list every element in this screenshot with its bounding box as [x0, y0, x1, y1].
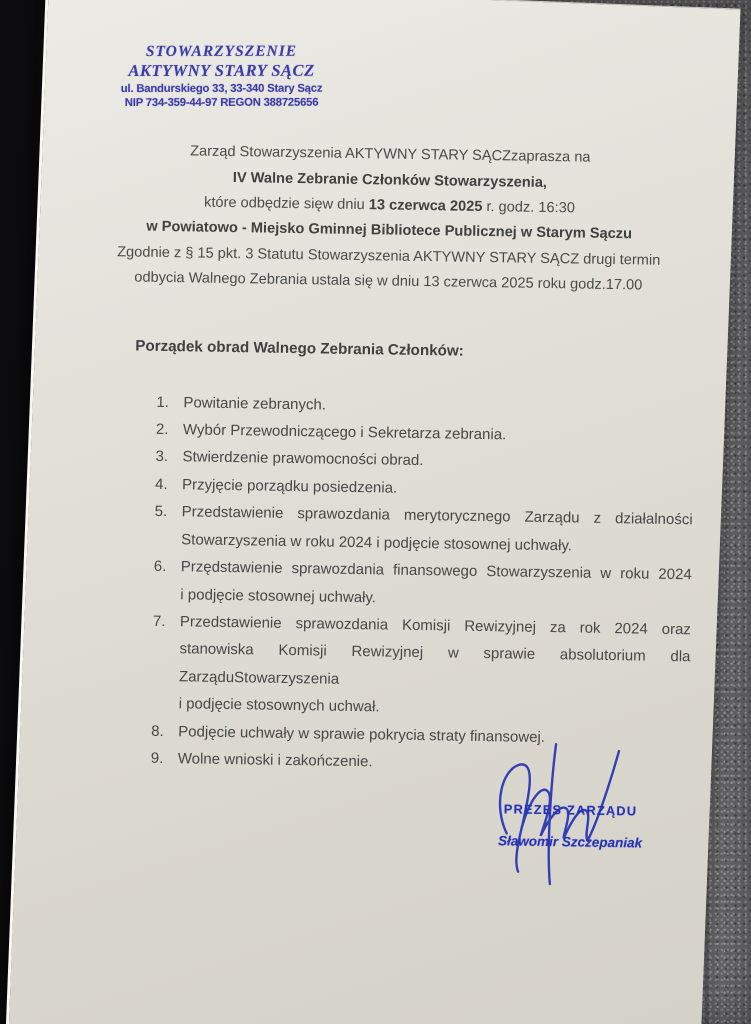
- agenda-item-5: [154, 498, 693, 561]
- header-line-5: Zgodnie z § 15 pkt. 3 Statutu Stowarzyszenia AKTYWNY STARY SĄCZ drugi termin: [117, 244, 661, 269]
- header-line-4: w Powiatowo - Miejsko Gminnej Bibliotece Publicznej w Starym Sączu: [146, 219, 633, 243]
- item-number: 2.: [155, 420, 169, 439]
- item-line: Przedstawienie sprawozdania merytorycznego Zarządu z działalności: [181, 503, 693, 529]
- signature-block: [462, 801, 678, 851]
- header-line-3-pre: które odbędzie sięw dniu: [203, 194, 369, 214]
- item-line: Powitanie zebranych.: [183, 393, 327, 414]
- association-stamp: [91, 42, 351, 111]
- item-number: 4.: [154, 475, 168, 493]
- stamp-nip-regon: NIP 734-359-44-97 REGON 388725656: [124, 96, 319, 110]
- item-number: 3.: [155, 448, 169, 466]
- item-line: ZarząduStowarzyszenia: [178, 667, 340, 688]
- item-line: Przedstawienie sprawozdania Komisji Rewizyjnej za rok 2024 oraz: [179, 613, 692, 639]
- header-line-2: IV Walne Zebranie Członków Stowarzyszenia,: [232, 169, 548, 191]
- item-line: i podjęcie stosownej uchwały.: [180, 585, 377, 606]
- item-line: Przędstawienie sprawozdania finansowego Stowarzyszenia w roku 2024: [180, 558, 692, 584]
- header-line-6: odbycia Walnego Zebrania ustala się w dniu 13 czerwca 2025 roku godz.17.00: [134, 269, 643, 294]
- item-line: Wolne wnioski i zakończenie.: [177, 750, 373, 771]
- item-number: 8.: [151, 722, 164, 740]
- item-line: stanowiska Komisji Rewizyjnej w sprawie absolutorium dla: [179, 640, 691, 666]
- header-line-1: Zarząd Stowarzyszenia AKTYWNY STARY SĄCZzaprasza na: [190, 143, 591, 166]
- agenda-list: [151, 389, 695, 781]
- item-number: 5.: [154, 503, 168, 521]
- item-line: Przyjęcie porządku posiedzenia.: [181, 476, 398, 497]
- document-content: [35, 0, 740, 852]
- item-line: Stowarzyszenia w roku 2024 i podjęcie stosownej uchwały.: [181, 530, 573, 555]
- invitation-header: [80, 138, 698, 300]
- item-line: Wybór Przewodniczącego i Sekretarza zebrania.: [182, 421, 507, 444]
- header-line-3-post: r. godz. 16:30: [482, 198, 576, 217]
- item-line: i podjęcie stosownych uchwał.: [178, 695, 380, 716]
- handwritten-signature-ink: [476, 741, 658, 894]
- item-number: 6.: [153, 557, 167, 576]
- stamp-org-name-line1: STOWARZYSZENIE: [145, 42, 298, 60]
- signature-name: Sławomir Szczepaniak: [497, 833, 643, 851]
- signature-title: PREZES ZARZĄDU: [503, 801, 638, 819]
- item-line: Stwierdzenie prawomocności obrad.: [182, 448, 424, 470]
- item-number: 7.: [152, 612, 166, 630]
- item-number: 9.: [150, 749, 164, 767]
- agenda-item-6: [153, 553, 692, 616]
- stamp-org-name-line2: AKTYWNY STARY SĄCZ: [128, 61, 315, 81]
- stamp-address: ul. Bandurskiego 33, 33-340 Stary Sącz: [120, 82, 323, 96]
- item-number: 1.: [156, 393, 170, 411]
- header-line-3-date: 13 czerwca 2025: [368, 197, 483, 215]
- agenda-heading: Porządek obrad Walnego Zebrania Członków:: [135, 337, 464, 360]
- document-paper: [3, 0, 741, 1024]
- agenda-item-7: [151, 608, 691, 726]
- item-line: Podjęcie uchwały w sprawie pokrycia straty finansowej.: [178, 722, 546, 746]
